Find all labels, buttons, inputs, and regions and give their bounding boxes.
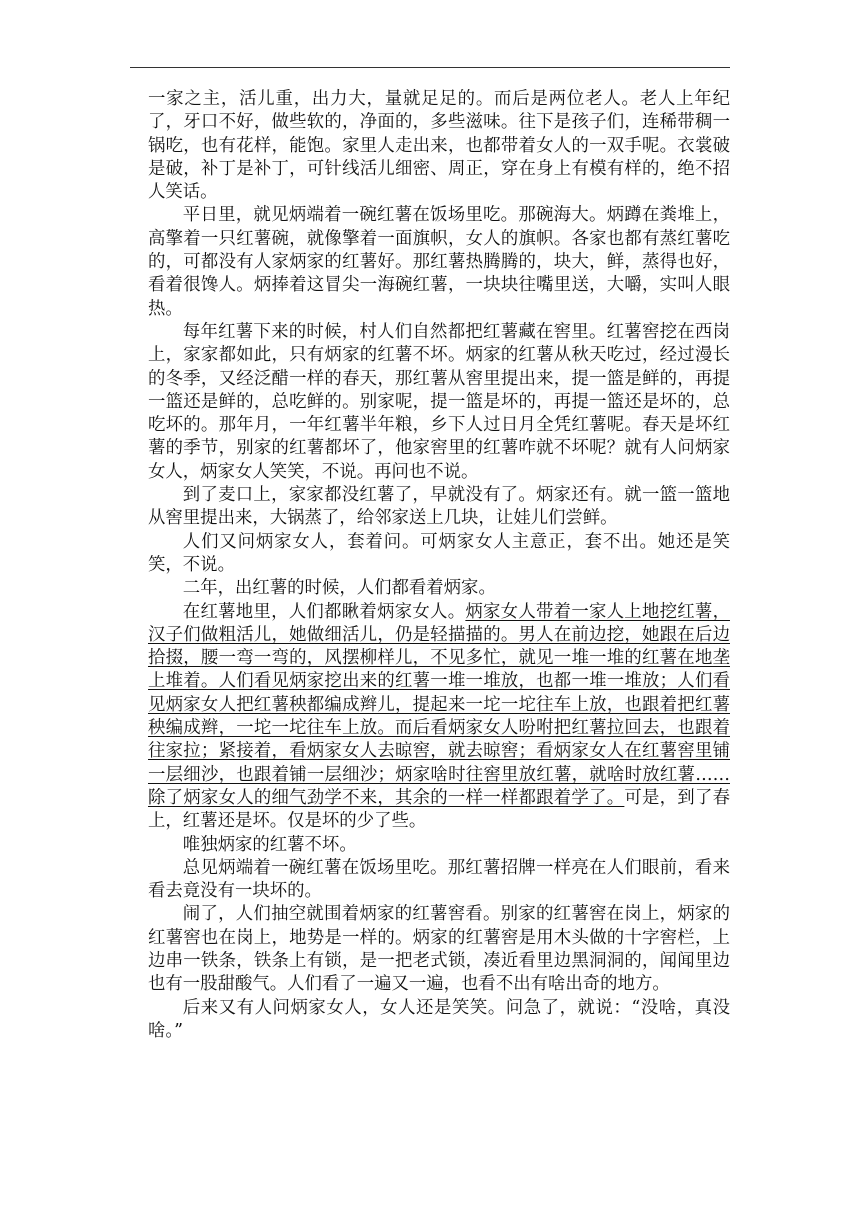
paragraph-text: 二年，出红薯的时候，人们都看着炳家。 — [182, 578, 496, 599]
header-rule — [130, 67, 730, 68]
paragraph — [148, 88, 730, 204]
paragraph — [148, 997, 730, 1044]
paragraph — [148, 321, 730, 484]
paragraph-text: 闹了，人们抽空就围着炳家的红薯窖看。别家的红薯窖在岗上，炳家的红薯窖也在岗上，地势是一样的。炳家的红薯窖是用木头做的十字窖栏，上边串一铁条，铁条上有锁，是一把老式锁，凑近看里边黑洞洞的，闻闻里边也有一股甜酸气。人们看了一遍又一遍，也看不出有啥出奇的地方。 — [148, 904, 730, 995]
paragraph-text: 唯独炳家的红薯不坏。 — [182, 834, 357, 855]
paragraph — [148, 857, 730, 904]
paragraph — [148, 484, 730, 531]
paragraph — [148, 601, 730, 834]
paragraph-text: 到了麦口上，家家都没红薯了，早就没有了。炳家还有。就一篮一篮地从窖里提出来，大锅蒸了，给邻家送上几块，让娃儿们尝鲜。 — [148, 485, 730, 529]
paragraph — [148, 903, 730, 996]
paragraph-text: 平日里，就见炳端着一碗红薯在饭场里吃。那碗海大。炳蹲在粪堆上，高擎着一只红薯碗，就像擎着一面旗帜，女人的旗帜。各家也都有蒸红薯吃的，可都没有人家炳家的红薯好。那红薯热腾腾的，块大，鲜，蒸得也好，看着很馋人。炳捧着这冒尖一海碗红薯，一块块往嘴里送，大嚼，实叫人眼热。 — [148, 205, 730, 319]
paragraph — [148, 577, 730, 600]
paragraph-text: 人们又问炳家女人，套着问。可炳家女人主意正，套不出。她还是笑笑，不说。 — [148, 531, 730, 575]
underlined-passage: 炳家女人带着一家人上地挖红薯，汉子们做粗活儿，她做细活儿，仍是轻描描的。男人在前边挖，她跟在后边拾掇，腰一弯一弯的，风摆柳样儿，不见多忙，就见一堆一堆的红薯在地垄上堆着。人们看见炳家挖出来的红薯一堆一堆放，也都一堆一堆放；人们看见炳家女人把红薯秧都编成辫儿，提起来一坨一坨往车上放，也跟着把红薯秧编成辫，一坨一坨往车上放。而后看炳家女人吩咐把红薯拉回去，也跟着往家拉；紧接着，看炳家女人去晾窖，就去晾窖；看炳家女人在红薯窖里铺一层细沙，也跟着铺一层细沙；炳家啥时往窖里放红薯，就啥时放红薯……除了炳家女人的细气劲学不来，其余的一样一样都跟着学了。 — [148, 601, 730, 808]
paragraph — [148, 531, 730, 578]
document-body — [148, 88, 730, 1043]
paragraph-text: 每年红薯下来的时候，村人们自然都把红薯藏在窖里。红薯窖挖在西岗上，家家都如此，只有炳家的红薯不坏。炳家的红薯从秋天吃过，经过漫长的冬季，又经泛醋一样的春天，那红薯从窖里提出来，提一篮是鲜的，再提一篮还是鲜的，总吃鲜的。别家呢，提一篮是坏的，再提一篮还是坏的，总吃坏的。那年月，一年红薯半年粮，乡下人过日月全凭红薯呢。春天是坏红薯的季节，别家的红薯都坏了，他家窖里的红薯咋就不坏呢？就有人问炳家女人，炳家女人笑笑，不说。再问也不说。 — [148, 321, 730, 482]
paragraph-text: 可是，到了春上，红薯还是坏。仅是坏的少了些。 — [148, 787, 730, 832]
paragraph-text: 总见炳端着一碗红薯在饭场里吃。那红薯招牌一样亮在人们眼前，看来看去竟没有一块坏的。 — [148, 857, 730, 902]
paragraph-text: 一家之主，活儿重，出力大，量就足足的。而后是两位老人。老人上年纪了，牙口不好，做些软的，净面的，多些滋味。往下是孩子们，连稀带稠一锅吃，也有花样，能饱。家里人走出来，也都带着女人的一双手呢。衣裳破是破，补丁是补丁，可针线活儿细密、周正，穿在身上有模有样的，绝不招人笑话。 — [148, 89, 730, 203]
paragraph-text: 在红薯地里，人们都瞅着炳家女人。 — [182, 601, 466, 622]
paragraph — [148, 204, 730, 320]
paragraph-text: 后来又有人问炳家女人，女人还是笑笑。问急了，就说：“没啥，真没啥。” — [148, 997, 730, 1041]
paragraph — [148, 834, 730, 857]
